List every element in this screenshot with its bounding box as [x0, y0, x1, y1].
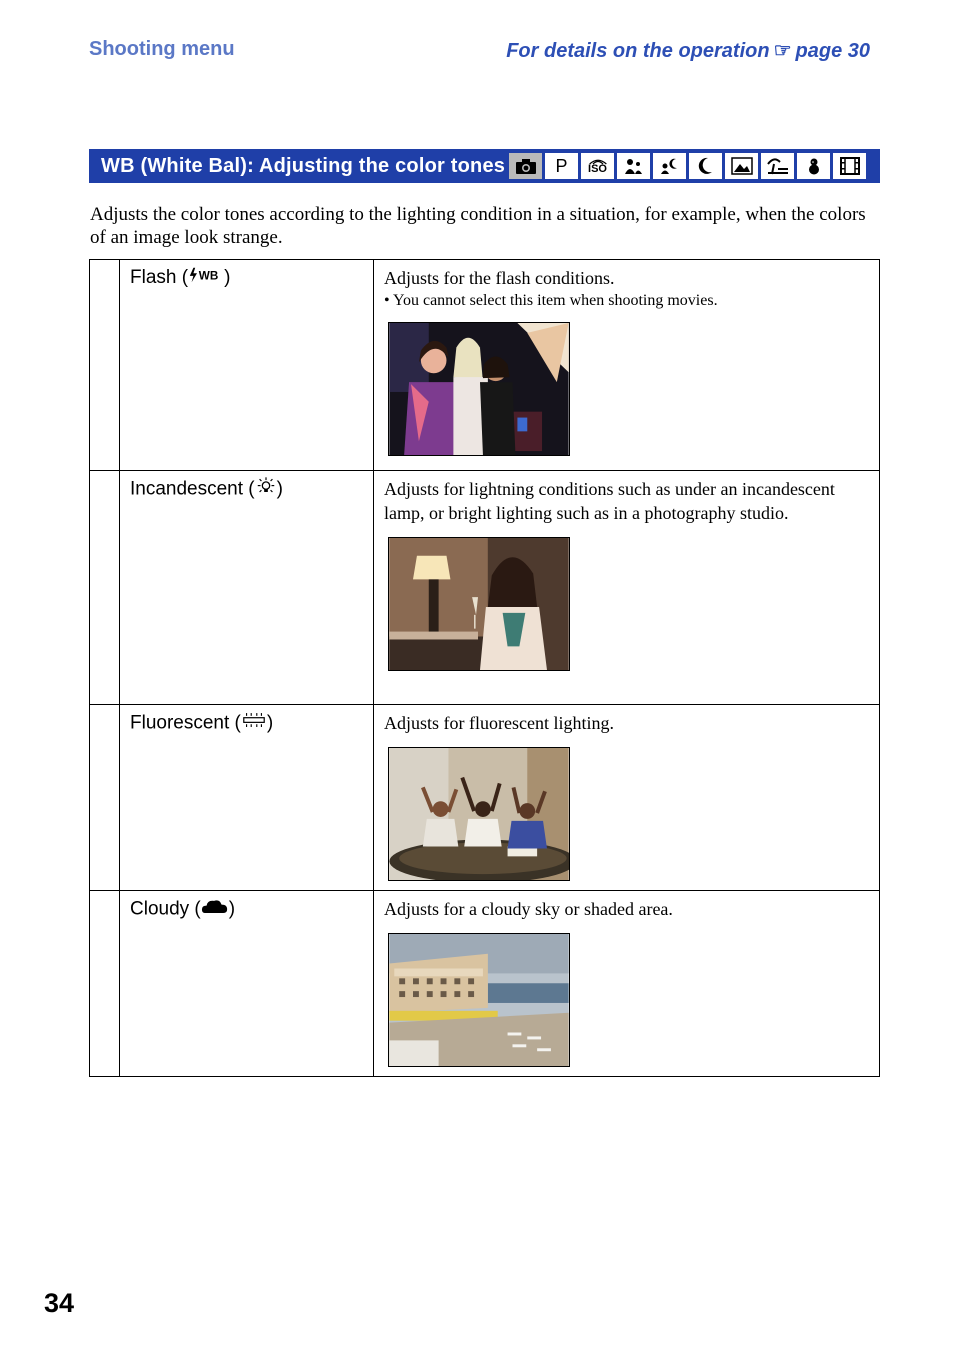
option-description: Adjusts for a cloudy sky or shaded area. — [384, 899, 673, 919]
program-p-icon: P — [545, 153, 578, 179]
movie-film-icon — [833, 153, 866, 179]
twilight-moon-icon — [689, 153, 722, 179]
twilight-portrait-icon — [653, 153, 686, 179]
option-description: Adjusts for lightning conditions such as under an incandescent lamp, or bright lighting such as in a photography studio. — [384, 479, 835, 523]
landscape-icon — [725, 153, 758, 179]
option-note: • You cannot select this item when shooting movies. — [384, 292, 718, 309]
intro-paragraph: Adjusts the color tones according to the lighting condition in a situation, for example, when the colors of an image look strange. — [90, 204, 866, 248]
option-name-fluorescent: Fluorescent ( ) — [120, 705, 373, 736]
svg-text:WB: WB — [198, 269, 219, 283]
high-sensitivity-iso-icon: ISO — [581, 153, 614, 179]
camera-auto-icon — [509, 153, 542, 179]
incandescent-bulb-icon — [255, 477, 277, 502]
soft-snap-icon — [617, 153, 650, 179]
table-row — [90, 471, 880, 705]
pointing-hand-icon: ☞ — [773, 40, 792, 62]
table-row — [90, 891, 880, 1077]
cloudy-photo-icon — [388, 933, 570, 1067]
snow-icon — [797, 153, 830, 179]
option-description: Adjusts for fluorescent lighting. — [384, 713, 614, 733]
section-title-bar — [89, 149, 880, 183]
fluorescent-tube-icon — [241, 711, 267, 736]
table-row — [90, 705, 880, 891]
details-prefix: For details on the operation — [506, 40, 770, 62]
details-reference[interactable] — [506, 38, 870, 63]
option-description: Adjusts for the flash conditions. — [384, 268, 615, 288]
section-title: WB (White Bal): Adjusting the color tones — [101, 155, 506, 177]
cloud-icon — [201, 897, 229, 922]
flash-photo-icon — [388, 322, 570, 456]
mode-icons — [509, 153, 866, 179]
option-name-flash: Flash ( WB ) — [130, 267, 231, 289]
table-row — [90, 260, 880, 471]
page-number: 34 — [44, 1288, 75, 1318]
option-name-incandescent: Incandescent ( ) — [120, 471, 373, 502]
details-page-link[interactable]: page 30 — [795, 40, 870, 62]
section-header: Shooting menu — [89, 38, 235, 60]
fluorescent-photo-icon — [388, 747, 570, 881]
flash-wb-icon — [188, 266, 224, 290]
white-balance-table — [89, 259, 880, 1077]
option-name-cloudy: Cloudy ( ) — [120, 891, 373, 922]
incandescent-photo-icon — [388, 537, 570, 671]
beach-icon — [761, 153, 794, 179]
